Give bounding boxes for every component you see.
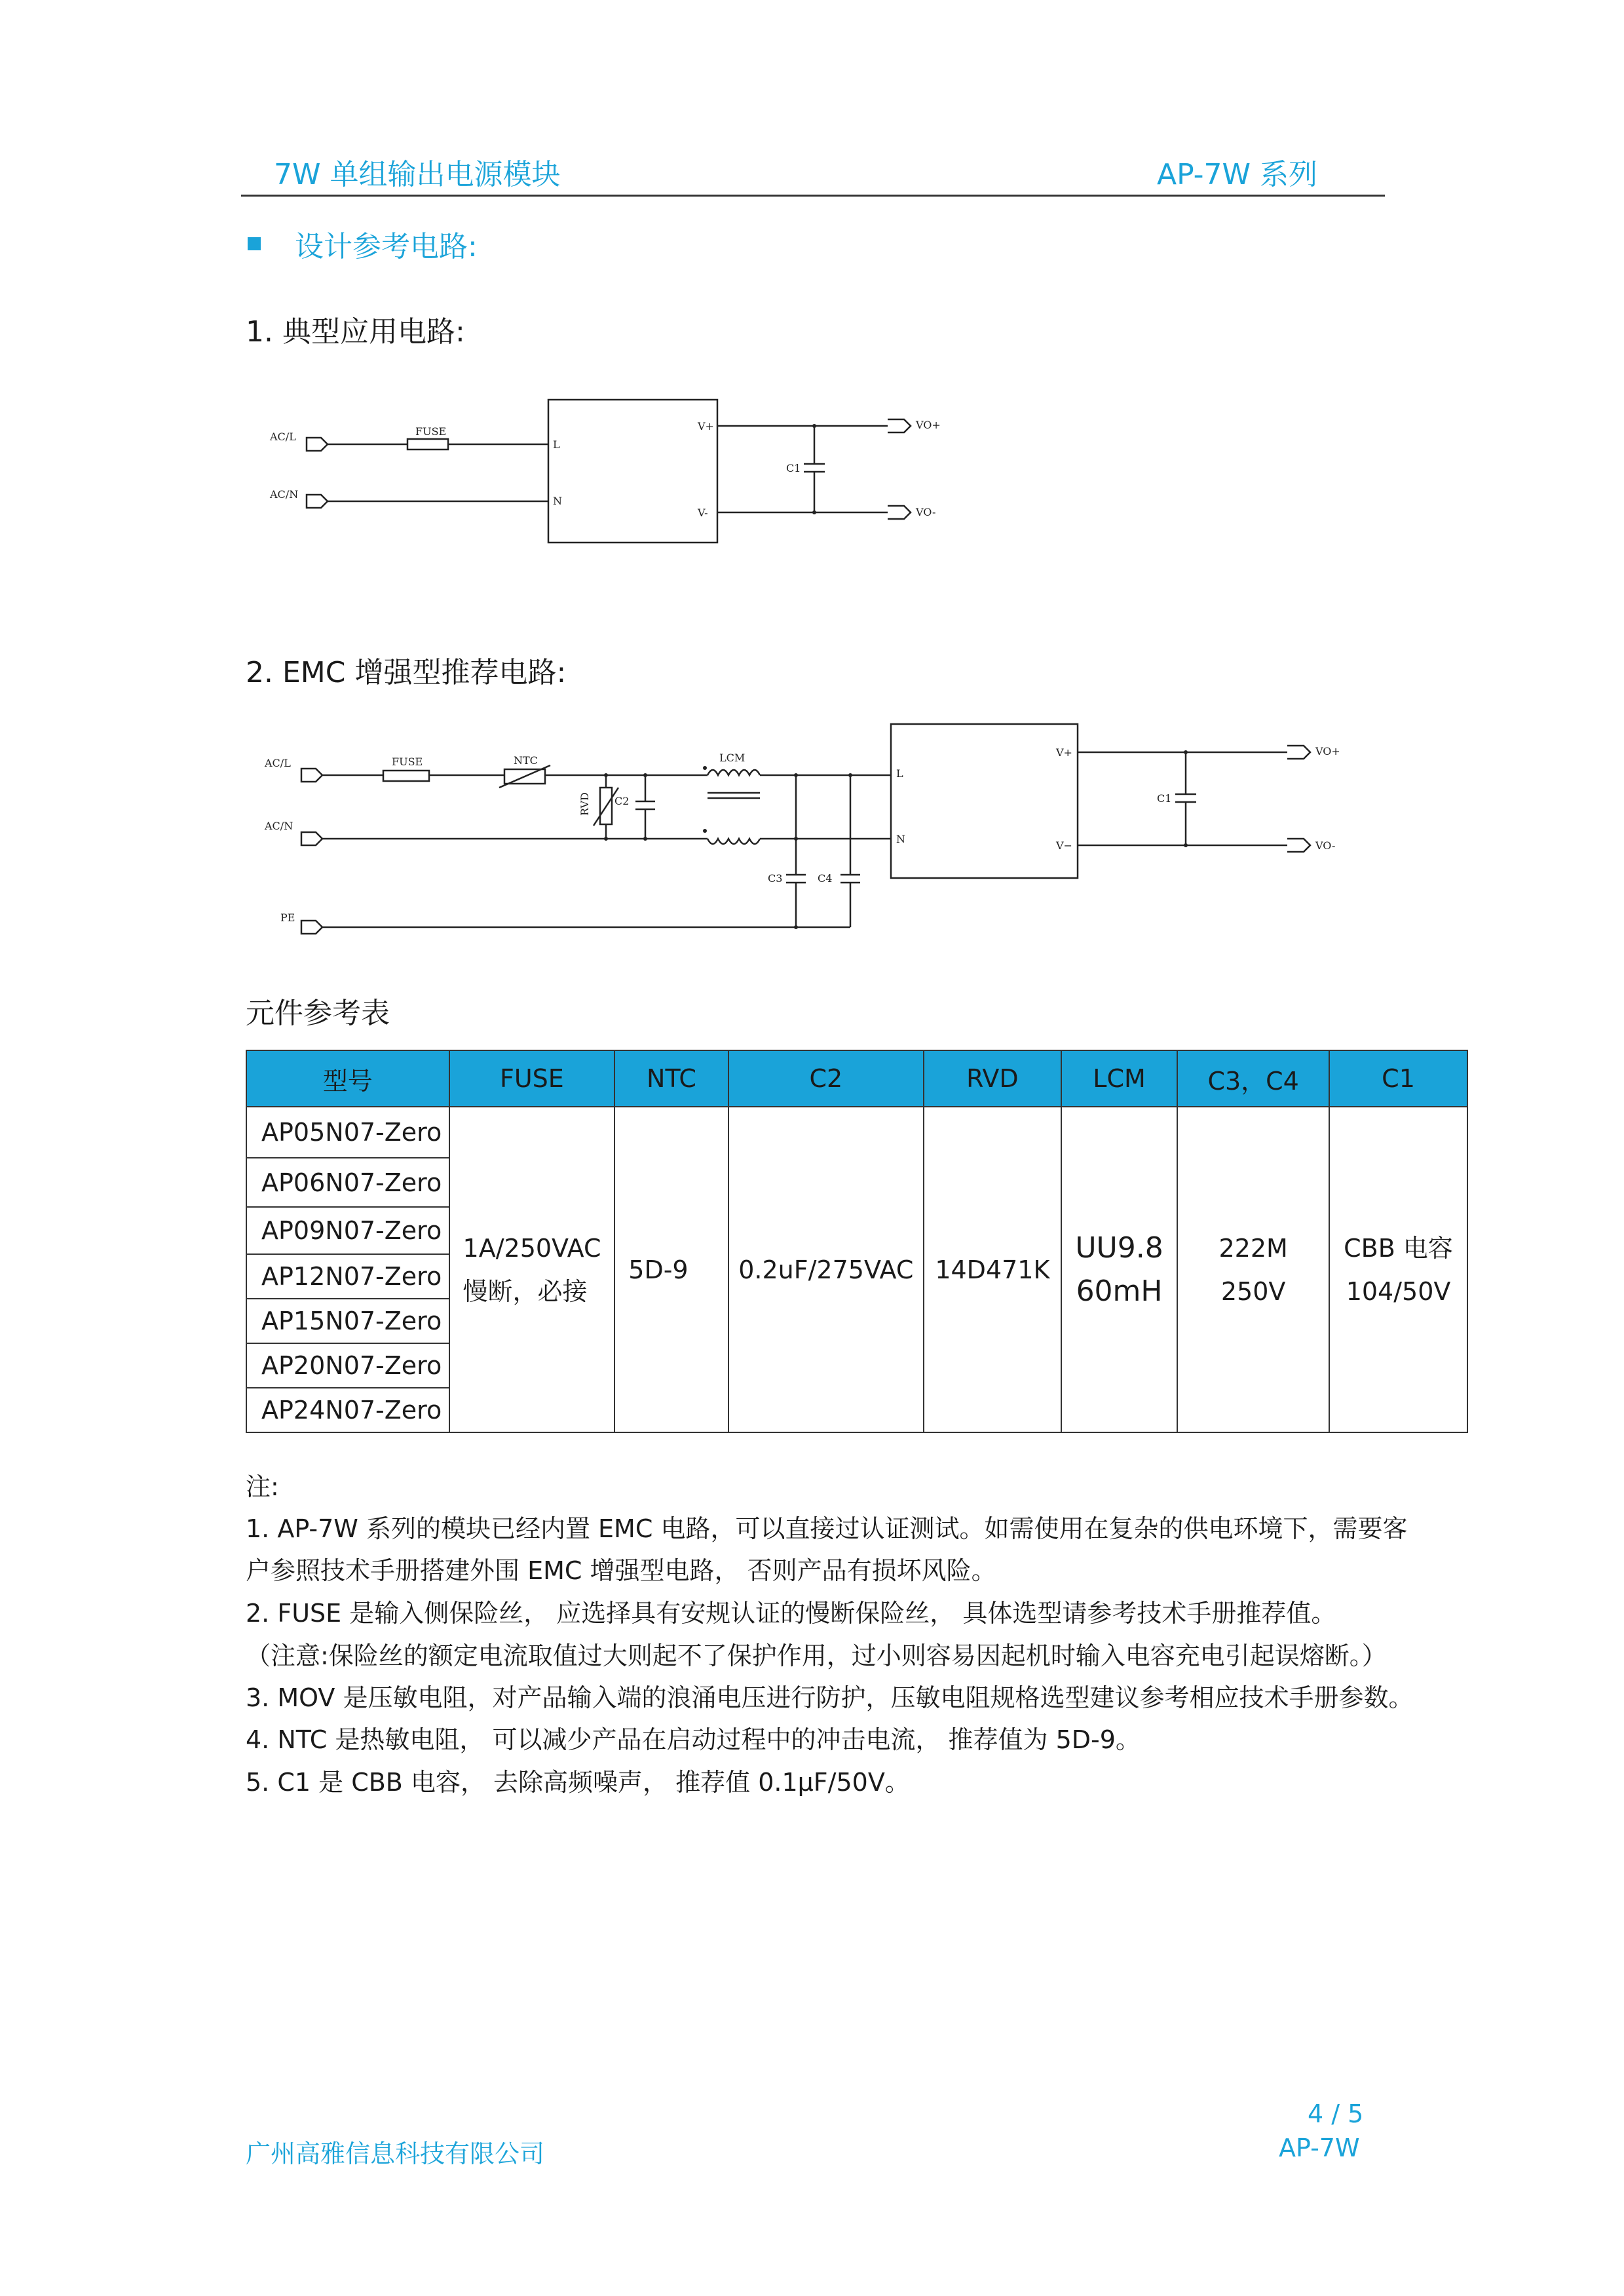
label-acn: AC/N [270,488,299,501]
label-c4: C4 [818,872,833,885]
vo-minus-connector [888,506,911,519]
lcm-line1: UU9.8 [1075,1231,1163,1265]
header-c3c4: C3，C4 [1177,1050,1329,1107]
label-acn: AC/N [265,820,293,832]
c34-line2: 250V [1220,1276,1286,1306]
note-line: （注意:保险丝的额定电流取值过大则起不了保护作用，过小则容易因起机时输入电容充电引起误熔断。） [246,1641,1387,1670]
typical-circuit-diagram [255,387,963,557]
label-vplus: V+ [698,420,714,432]
label-fuse: FUSE [415,425,447,438]
note-line: 户参照技术手册搭建外围 EMC 增强型电路， 否则产品有损坏风险。 [246,1556,996,1585]
label-n: N [553,495,562,507]
c1-line1: CBB 电容 [1344,1233,1453,1263]
c1-line2: 104/50V [1346,1276,1451,1306]
header-lcm: LCM [1061,1050,1177,1107]
c1-cell [1329,1107,1467,1432]
power-module-box [548,400,717,543]
footer-model: AP-7W [1279,2133,1360,2162]
label-rvd: RVD [578,792,591,816]
lcm-coil-bottom [708,839,760,844]
lcm-cell [1061,1107,1177,1432]
lcm-line2: 60mH [1076,1274,1163,1308]
fuse-line2: 慢断，必接 [463,1276,588,1306]
fuse-symbol [383,771,429,781]
square-bullet-icon [248,237,261,250]
footer-page-number: 4 / 5 [1308,2099,1364,2128]
circuit1-heading: 1. 典型应用电路: [246,315,465,349]
label-c2: C2 [614,795,630,807]
header-ntc: NTC [614,1050,728,1107]
footer-company: 广州高雅信息科技有限公司 [246,2139,545,2168]
label-lcm: LCM [719,752,746,764]
fuse-line1: 1A/250VAC [463,1233,601,1263]
header-model: 型号 [246,1050,449,1107]
vo-plus-connector [888,419,911,432]
model-cell: AP05N07-Zero [246,1107,449,1158]
table-header-row [246,1050,1467,1107]
label-vominus: VO- [916,506,936,518]
section-title: 设计参考电路: [295,230,478,263]
header-series: AP-7W 系列 [1157,158,1318,191]
table-title: 元件参考表 [246,997,390,1030]
label-vominus: VO- [1315,839,1336,852]
notes-title: 注: [246,1472,279,1501]
lcm-coil-top [708,770,760,775]
label-l: L [896,767,903,780]
model-cell: AP12N07-Zero [246,1254,449,1299]
label-voplus: VO+ [916,419,941,431]
label-vplus: V+ [1056,746,1072,759]
model-cell: AP20N07-Zero [246,1343,449,1388]
note-line: 3. MOV 是压敏电阻，对产品输入端的浪涌电压进行防护，压敏电阻规格选型建议参考相应技术手册参数。 [246,1683,1414,1712]
note-line: 4. NTC 是热敏电阻， 可以减少产品在启动过程中的冲击电流， 推荐值为 5D-9。 [246,1725,1141,1754]
c3c4-cell [1177,1107,1329,1432]
header-c2: C2 [728,1050,924,1107]
table-row [246,1107,1467,1158]
label-voplus: VO+ [1315,745,1340,757]
label-fuse: FUSE [392,756,423,768]
rvd-cell: 14D471K [924,1107,1061,1432]
label-ntc: NTC [514,754,538,767]
power-module-box [891,724,1078,878]
note-line: 5. C1 是 CBB 电容， 去除高频噪声， 推荐值 0.1μF/50V。 [246,1768,910,1797]
header-title: 7W 单组输出电源模块 [274,158,561,191]
fuse-cell [449,1107,615,1432]
c34-line1: 222M [1218,1233,1288,1263]
model-cell: AP09N07-Zero [246,1207,449,1254]
fuse-symbol [407,439,448,450]
model-cell: AP06N07-Zero [246,1158,449,1207]
circuit2-heading: 2. EMC 增强型推荐电路: [246,656,567,689]
label-acl: AC/L [270,430,296,443]
note-line: 1. AP-7W 系列的模块已经内置 EMC 电路，可以直接过认证测试。如需使用在复杂的供电环境下，需要客 [246,1514,1408,1543]
ntc-cell: 5D-9 [614,1107,728,1432]
label-c1: C1 [786,462,801,474]
label-vminus: V− [1056,839,1072,852]
label-acl: AC/L [265,757,291,769]
acl-connector [307,438,328,451]
c2-cell: 0.2uF/275VAC [728,1107,924,1432]
label-c1: C1 [1157,792,1172,805]
label-pe: PE [280,911,295,924]
header-divider [241,195,1385,197]
model-cell: AP15N07-Zero [246,1299,449,1343]
model-cell: AP24N07-Zero [246,1388,449,1432]
label-vminus: V- [698,507,708,519]
acn-connector [307,495,328,508]
label-c3: C3 [768,872,783,885]
component-reference-table [246,1050,1468,1433]
label-l: L [553,438,560,451]
header-rvd: RVD [924,1050,1061,1107]
header-c1: C1 [1329,1050,1467,1107]
header-fuse: FUSE [449,1050,615,1107]
emc-circuit-diagram [255,714,1356,950]
label-n: N [896,833,905,845]
note-line: 2. FUSE 是输入侧保险丝， 应选择具有安规认证的慢断保险丝， 具体选型请参考技术手册推荐值。 [246,1599,1336,1628]
